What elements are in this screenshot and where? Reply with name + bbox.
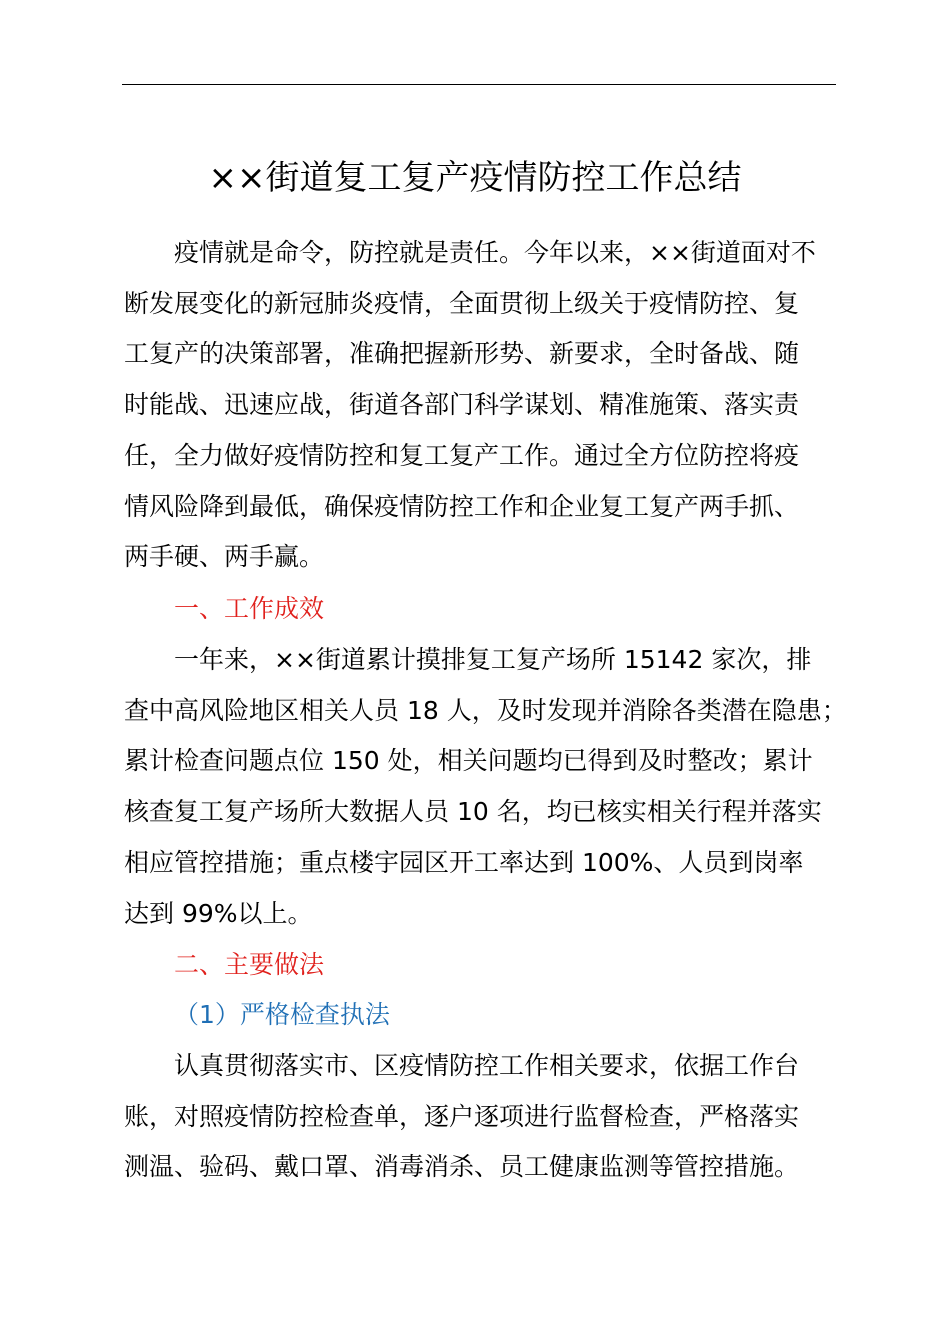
text-line: 账，对照疫情防控检查单，逐户逐项进行监督检查，严格落实 (124, 1101, 800, 1131)
paragraph-inspection (124, 1041, 864, 1193)
paragraph-results (124, 635, 864, 939)
text-line: 一年来，××街道累计摸排复工复产场所 15142 家次，排 (174, 645, 812, 674)
text-line: 情风险降到最低，确保疫情防控工作和企业复工复产两手抓、 (124, 491, 800, 521)
subsection-heading-inspection: （1）严格检查执法 (174, 1000, 390, 1029)
text-line: 疫情就是命令，防控就是责任。今年以来，××街道面对不 (174, 238, 816, 267)
header-rule (122, 84, 836, 85)
text-line: 查中高风险地区相关人员 18 人，及时发现并消除各类潜在隐患； (124, 695, 847, 725)
text-line: 两手硬、两手赢。 (124, 542, 325, 572)
document-title: ××街道复工复产疫情防控工作总结 (208, 158, 742, 198)
text-line: 时能战、迅速应战，街道各部门科学谋划、精准施策、落实责 (124, 390, 800, 420)
section-heading-results: 一、工作成效 (174, 594, 325, 623)
paragraph-intro (124, 228, 864, 583)
text-line: 累计检查问题点位 150 处，相关问题均已得到及时整改；累计 (124, 746, 813, 776)
text-line: 核查复工复产场所大数据人员 10 名，均已核实相关行程并落实 (124, 797, 822, 827)
text-line: 认真贯彻落实市、区疫情防控工作相关要求，依据工作台 (174, 1051, 800, 1080)
text-line: 相应管控措施；重点楼宇园区开工率达到 100%、人员到岗率 (124, 847, 804, 877)
text-line: 测温、验码、戴口罩、消毒消杀、员工健康监测等管控措施。 (124, 1152, 800, 1182)
text-line: 工复产的决策部署，准确把握新形势、新要求，全时备战、随 (124, 339, 800, 369)
text-line: 任，全力做好疫情防控和复工复产工作。通过全方位防控将疫 (124, 440, 800, 470)
section-heading-methods: 二、主要做法 (174, 950, 325, 979)
text-line: 达到 99%以上。 (124, 898, 313, 928)
text-line: 断发展变化的新冠肺炎疫情，全面贯彻上级关于疫情防控、复 (124, 288, 800, 318)
